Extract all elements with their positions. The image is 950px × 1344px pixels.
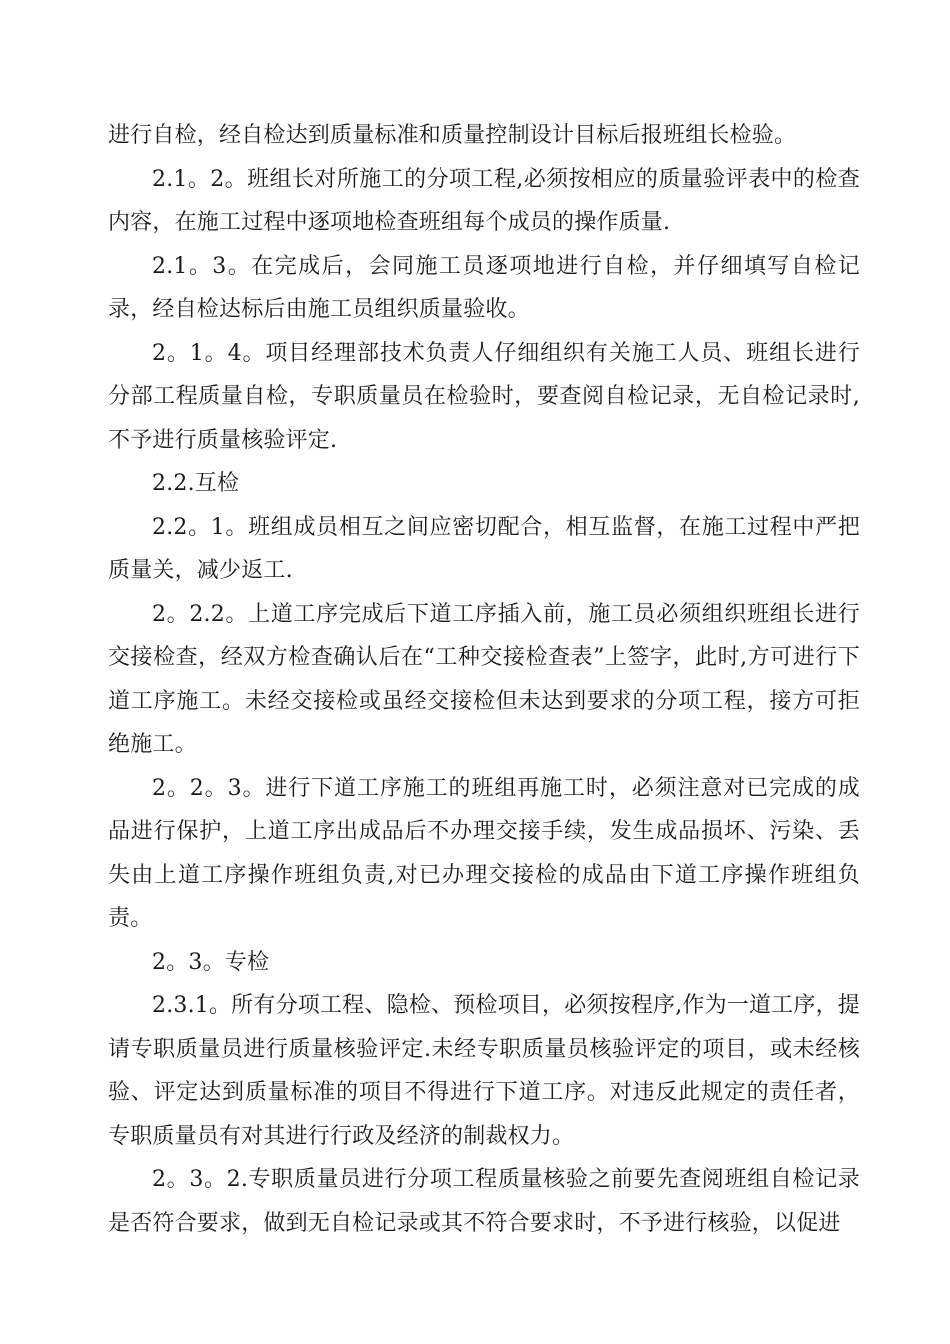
- paragraph-2-2-1: 2.2。1。班组成员相互之间应密切配合，相互监督，在施工过程中严把质量关，减少返工.: [108, 514, 860, 583]
- body-text: [108, 114, 860, 1245]
- paragraph-2-3-2: 2。3。2.专职质量员进行分项工程质量核验之前要先查阅班组自检记录是否符合要求，做到无自检记录或其不符合要求时，不予进行核验，以促进: [108, 1167, 860, 1236]
- paragraph-2-2-2: 2。2.2。上道工序完成后下道工序插入前，施工员必须组织班组长进行交接检查，经双方检查确认后在“工种交接检查表”上签字，此时,方可进行下道工序施工。未经交接检或虽经交接检但未达到要求的分项工程，接方可拒绝施工。: [108, 601, 860, 757]
- paragraph-2-1-3: 2.1。3。在完成后，会同施工员逐项地进行自检，并仔细填写自检记录，经自检达标后由施工员组织质量验收。: [108, 253, 860, 322]
- paragraph-2-3-1: 2.3.1。所有分项工程、隐检、预检项目，必须按程序,作为一道工序，提请专职质量员进行质量核验评定.未经专职质量员核验评定的项目，或未经核验、评定达到质量标准的项目不得进行下道工序。对违反此规定的责任者，专职质量员有对其进行行政及经济的制裁权力。: [108, 993, 860, 1149]
- paragraph-2-1-2: 2.1。2。班组长对所施工的分项工程,必须按相应的质量验评表中的检查内容，在施工过程中逐项地检查班组每个成员的操作质量.: [108, 166, 860, 235]
- section-heading-mutual-inspection: 2.2.互检: [152, 471, 240, 496]
- section-heading-special-inspection: 2。3。专检: [152, 949, 270, 975]
- paragraph-continuation: 进行自检，经自检达到质量标准和质量控制设计目标后报班组长检验。: [108, 123, 797, 148]
- paragraph-2-2-3: 2。2。3。进行下道工序施工的班组再施工时，必须注意对已完成的成品进行保护，上道工序出成品后不办理交接手续，发生成品损坏、污染、丢失由上道工序操作班组负责,对已办理交接检的成品由下道工序操作班组负责。: [108, 775, 860, 931]
- paragraph-2-1-4: 2。1。4。项目经理部技术负责人仔细组织有关施工人员、班组长进行分部工程质量自检，专职质量员在检验时，要查阅自检记录，无自检记录时,不予进行质量核验评定.: [108, 340, 860, 453]
